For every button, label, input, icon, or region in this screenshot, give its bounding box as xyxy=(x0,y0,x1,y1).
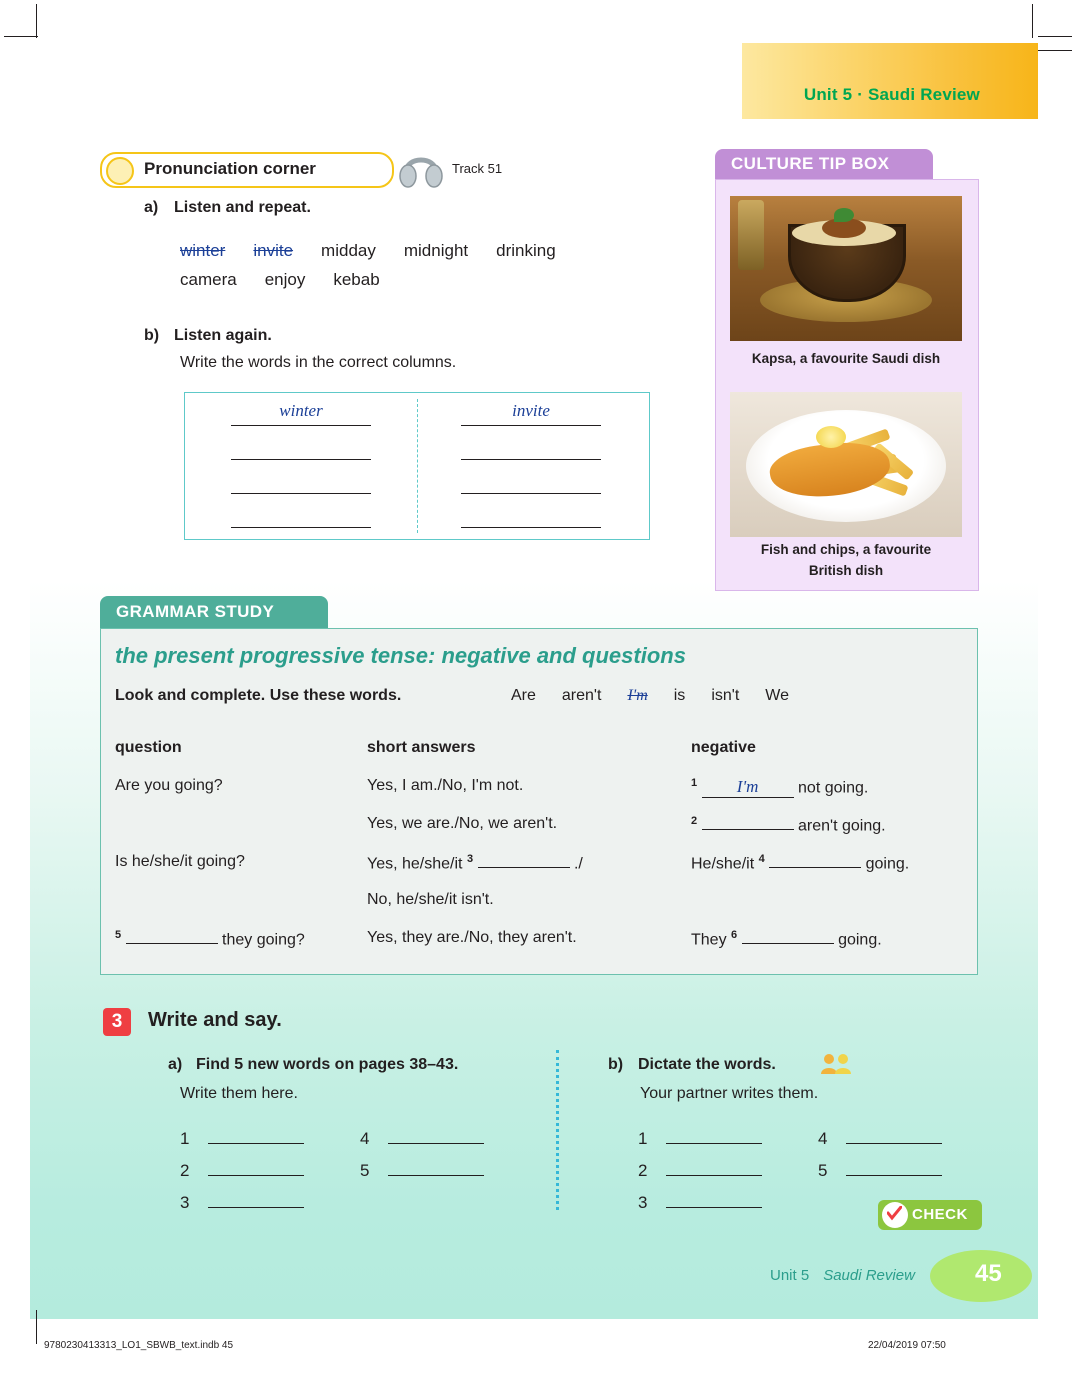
column-right-blank-3[interactable] xyxy=(461,503,601,528)
question-row-5 xyxy=(115,929,305,949)
check-badge[interactable] xyxy=(878,1200,982,1230)
word-midnight: midnight xyxy=(403,241,469,260)
column-left-blank-2[interactable] xyxy=(231,469,371,494)
item-a-text: Listen and repeat. xyxy=(174,199,311,216)
negative-row-3 xyxy=(691,853,909,873)
grammar-study-title: the present progressive tense: negative and questions xyxy=(115,643,686,668)
part-b-blank-1[interactable] xyxy=(666,1128,762,1144)
negative-tail-2: aren't going. xyxy=(798,817,886,835)
exercise-part-b-sub: Your partner writes them. xyxy=(640,1085,819,1102)
short-answer-row-1: Yes, I am./No, I'm not. xyxy=(367,777,524,794)
grammar-study-tab xyxy=(100,596,328,628)
pronunciation-corner-label: Pronunciation corner xyxy=(144,159,316,178)
short-answer-row-4: No, he/she/it isn't. xyxy=(367,891,494,908)
negative-blank-6[interactable] xyxy=(742,929,834,944)
item-b-text: Listen again. xyxy=(174,327,272,344)
exercise-part-b-heading xyxy=(608,1056,776,1074)
crop-mark xyxy=(1032,4,1033,38)
part-a-item-5 xyxy=(360,1160,484,1181)
part-a-item-1-number: 1 xyxy=(180,1129,190,1148)
fish-and-chips-photo xyxy=(730,392,962,537)
exercise-title: Write and say. xyxy=(148,1009,282,1031)
item-b-letter: b) xyxy=(144,327,160,344)
negative-num-4: 4 xyxy=(758,853,765,865)
part-a-item-2 xyxy=(180,1160,304,1181)
word-bank-we: We xyxy=(765,687,789,704)
part-b-blank-5[interactable] xyxy=(846,1160,942,1176)
part-b-text: Dictate the words. xyxy=(638,1056,776,1073)
negative-blank-1[interactable]: I'm xyxy=(702,777,794,798)
part-b-blank-2[interactable] xyxy=(666,1160,762,1176)
part-a-blank-3[interactable] xyxy=(208,1192,304,1208)
pronunciation-columns-box xyxy=(184,392,650,540)
fish-and-chips-caption-line2: British dish xyxy=(808,563,884,578)
column-header-question: question xyxy=(115,739,182,756)
headphones-icon xyxy=(398,146,444,188)
culture-tip-box-label: CULTURE TIP BOX xyxy=(731,154,890,173)
crop-mark xyxy=(36,4,37,38)
fish-and-chips-caption-line1: Fish and chips, a favourite xyxy=(760,542,932,557)
part-a-item-3 xyxy=(180,1192,304,1213)
crop-mark xyxy=(4,36,38,37)
grammar-word-bank xyxy=(511,687,815,705)
negative-blank-2[interactable] xyxy=(702,815,794,830)
kapsa-caption: Kapsa, a favourite Saudi dish xyxy=(751,351,941,366)
part-b-item-1 xyxy=(638,1128,762,1149)
word-bank-im: I'm xyxy=(627,687,648,704)
kapsa-photo xyxy=(730,196,962,341)
part-a-item-3-number: 3 xyxy=(180,1193,190,1212)
unit-header-title: Unit 5 · Saudi Review xyxy=(803,85,980,104)
negative-row-1 xyxy=(691,777,868,798)
check-icon xyxy=(887,1206,902,1221)
exercise-part-a-heading xyxy=(168,1056,458,1074)
word-midday: midday xyxy=(321,241,376,260)
word-bank-arent: aren't xyxy=(561,687,602,704)
word-kebab: kebab xyxy=(333,270,380,289)
word-camera: camera xyxy=(180,270,237,289)
part-a-letter: a) xyxy=(168,1056,183,1073)
short-answer-row-2: Yes, we are./No, we aren't. xyxy=(367,815,558,832)
short-answer-pre-3: Yes, he/she/it xyxy=(367,855,463,873)
question-tail-5: they going? xyxy=(222,931,305,949)
crop-mark xyxy=(36,1310,37,1344)
pronunciation-words-row-2 xyxy=(180,270,408,290)
grammar-study-label: GRAMMAR STUDY xyxy=(116,602,275,621)
short-answer-tail-3: ./ xyxy=(573,855,583,873)
part-a-blank-1[interactable] xyxy=(208,1128,304,1144)
crop-mark xyxy=(1038,36,1072,37)
question-blank-5[interactable] xyxy=(126,929,218,944)
footer-section: Saudi Review xyxy=(823,1267,915,1284)
grammar-study-body xyxy=(100,628,978,975)
part-b-item-2-number: 2 xyxy=(638,1161,648,1180)
short-answer-blank-3[interactable] xyxy=(478,853,570,868)
culture-tip-box-tab xyxy=(715,149,933,179)
part-a-item-1 xyxy=(180,1128,304,1149)
word-bank-are: Are xyxy=(511,687,536,704)
part-a-blank-4[interactable] xyxy=(388,1128,484,1144)
page-number: 45 xyxy=(975,1260,1002,1287)
column-right-header[interactable]: invite xyxy=(461,401,601,426)
short-answer-num-3: 3 xyxy=(466,853,474,865)
part-a-item-5-number: 5 xyxy=(360,1161,370,1180)
bullet-icon xyxy=(106,157,134,185)
negative-tail-4: going. xyxy=(865,855,910,873)
pair-work-icon xyxy=(820,1053,854,1075)
part-b-letter: b) xyxy=(608,1056,624,1073)
part-b-item-3 xyxy=(638,1192,762,1213)
exercise-part-a-sub: Write them here. xyxy=(180,1085,298,1102)
negative-row-2 xyxy=(691,815,886,835)
pronunciation-corner-tab xyxy=(100,152,394,188)
question-num-5: 5 xyxy=(115,929,122,941)
negative-tail-1: not going. xyxy=(798,779,869,797)
negative-blank-4[interactable] xyxy=(769,853,861,868)
part-b-item-1-number: 1 xyxy=(638,1129,648,1148)
print-timestamp: 22/04/2019 07:50 xyxy=(868,1340,946,1351)
item-a-letter: a) xyxy=(144,199,159,216)
part-b-item-5 xyxy=(818,1160,942,1181)
track-label: Track 51 xyxy=(452,161,503,176)
crop-mark xyxy=(1038,50,1072,51)
negative-num-1: 1 xyxy=(691,777,698,789)
part-b-item-4 xyxy=(818,1128,942,1149)
check-label: CHECK xyxy=(912,1206,968,1223)
part-a-item-2-number: 2 xyxy=(180,1161,190,1180)
negative-pre-3: He/she/it xyxy=(691,855,755,873)
word-invite: invite xyxy=(253,241,294,260)
word-winter: winter xyxy=(180,241,226,260)
pronunciation-item-a xyxy=(144,199,311,217)
grammar-instruction: Look and complete. Use these words. xyxy=(115,687,402,704)
word-drinking: drinking xyxy=(496,241,556,260)
print-file-label: 9780230413313_LO1_SBWB_text.indb 45 xyxy=(44,1340,234,1351)
column-left-blank-1[interactable] xyxy=(231,435,371,460)
column-header-negative: negative xyxy=(691,739,756,756)
pronunciation-words-row-1 xyxy=(180,241,584,261)
part-b-item-2 xyxy=(638,1160,762,1181)
part-b-blank-4[interactable] xyxy=(846,1128,942,1144)
part-b-item-3-number: 3 xyxy=(638,1193,648,1212)
negative-num-2: 2 xyxy=(691,815,698,827)
part-a-blank-5[interactable] xyxy=(388,1160,484,1176)
part-a-item-4-number: 4 xyxy=(360,1129,370,1148)
unit-header-banner xyxy=(742,43,1038,119)
exercise-number-badge: 3 xyxy=(103,1008,131,1036)
negative-row-5 xyxy=(691,929,882,949)
negative-num-6: 6 xyxy=(731,929,738,941)
short-answer-row-3 xyxy=(367,853,583,873)
word-bank-is: is xyxy=(673,687,686,704)
column-left-blank-3[interactable] xyxy=(231,503,371,528)
part-b-item-5-number: 5 xyxy=(818,1161,828,1180)
part-b-item-4-number: 4 xyxy=(818,1129,828,1148)
part-a-blank-2[interactable] xyxy=(208,1160,304,1176)
word-bank-isnt: isn't xyxy=(711,687,740,704)
negative-tail-6: going. xyxy=(838,931,882,949)
part-b-blank-3[interactable] xyxy=(666,1192,762,1208)
question-row-1: Are you going? xyxy=(115,777,223,794)
part-a-item-4 xyxy=(360,1128,484,1149)
negative-pre-6: They xyxy=(691,931,727,949)
column-right-blank-1[interactable] xyxy=(461,435,601,460)
question-row-3: Is he/she/it going? xyxy=(115,853,245,870)
column-header-short-answers: short answers xyxy=(367,739,476,756)
column-right-blank-2[interactable] xyxy=(461,469,601,494)
short-answer-row-5: Yes, they are./No, they aren't. xyxy=(367,929,577,946)
column-left-header[interactable]: winter xyxy=(231,401,371,426)
pronunciation-item-b-sub: Write the words in the correct columns. xyxy=(180,354,457,371)
footer-unit: Unit 5 xyxy=(770,1267,810,1284)
column-divider xyxy=(417,399,418,533)
word-enjoy: enjoy xyxy=(264,270,306,289)
part-a-text: Find 5 new words on pages 38–43. xyxy=(196,1056,459,1073)
footer-unit-label xyxy=(770,1267,915,1284)
column-separator xyxy=(556,1050,559,1210)
pronunciation-item-b xyxy=(144,327,272,345)
